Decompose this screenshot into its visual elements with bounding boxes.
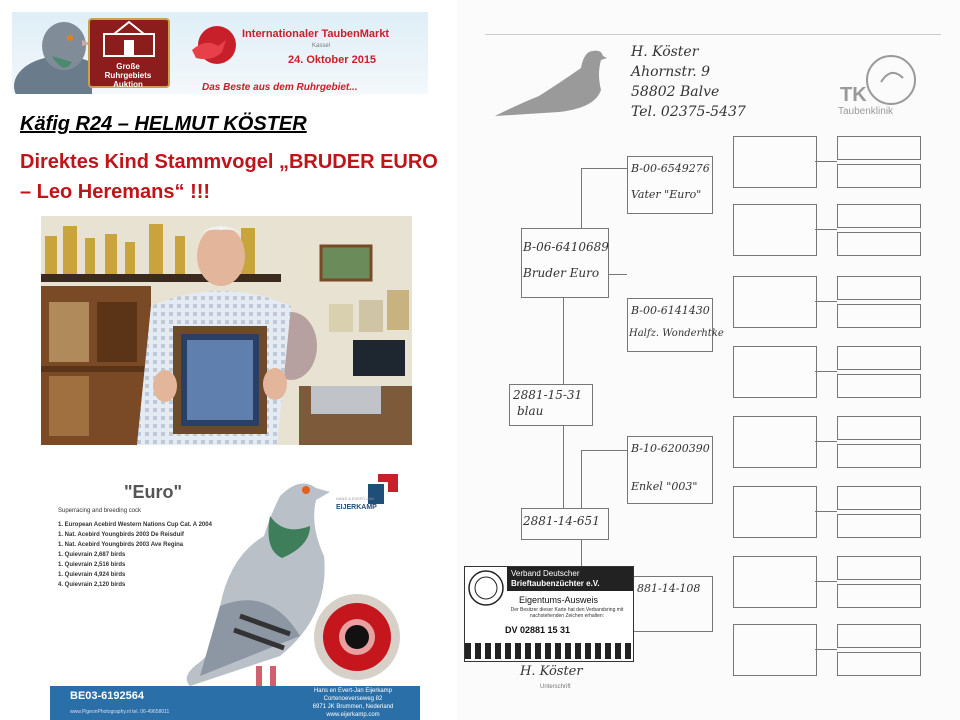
paternal-gf-name: Vater "Euro": [631, 188, 702, 201]
pigeon-subtitle: Superracing and breeding cock: [58, 508, 142, 514]
pedigree-box-empty: [733, 416, 817, 468]
achievement-item: 1. Quievrain 4,924 birds: [58, 572, 126, 578]
connector-line: [815, 229, 837, 230]
market-city: Kassel: [312, 43, 331, 49]
pedigree-box-empty: [733, 486, 817, 538]
connector-line: [581, 450, 627, 451]
euro-pigeon-card: [50, 462, 420, 720]
pedigree-box-empty: [837, 304, 921, 328]
maternal-gf-ring: B-10-6200390: [631, 442, 710, 455]
father-ring: B-06-6410689: [523, 240, 609, 254]
pedigree-box-father: [521, 228, 609, 298]
mine-tower-icon: [90, 20, 168, 60]
headline-description: Direktes Kind Stammvogel „BRUDER EURO – Leo Heremans“ !!!: [20, 151, 438, 203]
banner-slogan: Das Beste aus dem Ruhrgebiet...: [202, 82, 358, 93]
pedigree-box-empty: [837, 164, 921, 188]
maternal-gm-ring: 881-14-108: [637, 582, 701, 595]
paternal-gf-ring: B-00-6549276: [631, 162, 710, 175]
pedigree-box-empty: [837, 652, 921, 676]
ownership-ring: DV 02881 15 31: [505, 625, 571, 635]
connector-line: [815, 581, 837, 582]
dove-icon: [188, 32, 228, 68]
pedigree-box-empty: [733, 346, 817, 398]
pedigree-box-empty: [837, 232, 921, 256]
paternal-gm-name: Halfz. Wonderhtke: [629, 328, 724, 339]
pedigree-box-empty: [837, 374, 921, 398]
pedigree-box-empty: [837, 204, 921, 228]
pigeon-head-icon: [12, 16, 92, 94]
pedigree-box-empty: [733, 204, 817, 256]
paternal-gm-ring: B-00-6141430: [631, 304, 710, 317]
achievement-item: 4. Quievrain 2,120 birds: [58, 582, 126, 588]
pedigree-box-empty: [837, 416, 921, 440]
clinic-logo-icon: [863, 52, 919, 108]
ownership-text: Der Besitzer dieser Karte hat den Verbandsring mit nachstehenden Zeichen erhalten:: [510, 607, 624, 619]
subject-ring: 2881-15-31: [513, 388, 583, 402]
top-border: [485, 34, 941, 35]
father-name: Bruder Euro: [523, 266, 600, 280]
pigeon-silhouette-icon: [489, 44, 607, 118]
breeder-small-label: HANS & EVERT-JAN: [336, 496, 374, 501]
pedigree-box-empty: [837, 444, 921, 468]
ownership-title: Eigentums-Ausweis: [519, 595, 599, 605]
headline-cage: Käfig R24 – HELMUT KÖSTER: [20, 113, 307, 135]
owner-name: H. Köster: [631, 44, 699, 60]
address-line: Hans en Evert-Jan Eijerkamp: [313, 688, 393, 694]
photo-illustration: [41, 216, 412, 445]
achievement-item: 1. European Acebird Western Nations Cup Cat. A 2004: [58, 522, 212, 528]
signature-label: Unterschrift: [540, 684, 571, 690]
achievement-item: 1. Nat. Acebird Youngbirds 2003 Ave Regina: [58, 542, 184, 548]
pedigree-box-empty: [733, 624, 817, 676]
achievement-item: 1. Quievrain 2,516 birds: [58, 562, 126, 568]
pedigree-box-empty: [837, 556, 921, 580]
market-date: 24. Oktober 2015: [288, 54, 377, 66]
auction-logo-text: Große Ruhrgebiets Auktion: [104, 62, 152, 89]
address-line: www.eijerkamp.com: [326, 712, 380, 718]
clinic-logo-text: TK: [840, 84, 867, 106]
connector-line: [815, 441, 837, 442]
pedigree-box-empty: [837, 624, 921, 648]
owner-city: 58802 Balve: [631, 84, 720, 100]
euro-ring-number: BE03-6192564: [70, 690, 145, 702]
connector-line: [815, 511, 837, 512]
eijerkamp-logo-icon: [350, 470, 416, 520]
clinic-logo-subtext: Taubenklinik: [838, 106, 894, 117]
owner-phone: Tel. 02375-5437: [631, 104, 746, 120]
connector-line: [581, 450, 582, 500]
connector-line: [815, 371, 837, 372]
ownership-card-pattern: [465, 643, 633, 659]
owner-street: Ahornstr. 9: [631, 64, 711, 80]
pedigree-box-empty: [837, 346, 921, 370]
pedigree-box-empty: [837, 584, 921, 608]
address-line: Cortenoeverseweg 82: [323, 696, 383, 702]
pedigree-box-empty: [837, 486, 921, 510]
assoc-line-1: Verband Deutscher: [511, 569, 580, 578]
owner-signature: H. Köster: [520, 664, 583, 679]
address-line: 6971 JK Brummen, Nederland: [312, 704, 394, 710]
breeder-name: EIJERKAMP: [336, 504, 377, 511]
connector-line: [815, 161, 837, 162]
connector-line: [815, 649, 837, 650]
assoc-line-2: Brieftaubenzüchter e.V.: [511, 579, 600, 588]
pigeon-eye-image: [312, 592, 402, 682]
achievement-item: 1. Nat. Acebird Youngbirds 2003 De Reisduif: [58, 532, 184, 538]
pigeon-name: "Euro": [124, 482, 183, 502]
auction-banner: [12, 12, 428, 94]
pedigree-box-empty: [837, 136, 921, 160]
pedigree-box-empty: [837, 514, 921, 538]
connector-line: [815, 301, 837, 302]
ownership-card: [464, 566, 634, 662]
achievement-item: 1. Quievrain 2,687 birds: [58, 552, 126, 558]
breeder-photo: [41, 216, 412, 445]
mother-ring: 2881-14-651: [523, 514, 600, 528]
pedigree-box-empty: [733, 556, 817, 608]
subject-color: blau: [517, 404, 544, 418]
market-title: Internationaler TaubenMarkt: [242, 28, 390, 40]
pedigree-box-empty: [733, 136, 817, 188]
pedigree-box-empty: [733, 276, 817, 328]
connector-line: [563, 298, 564, 388]
connector-line: [581, 168, 627, 169]
maternal-gf-name: Enkel "003": [631, 480, 698, 493]
dv-seal-icon: [467, 569, 505, 607]
photo-credit: www.PigeonPhotography.nl tel. 06-49658011: [70, 709, 170, 715]
connector-line: [563, 424, 564, 508]
pedigree-box-empty: [837, 276, 921, 300]
